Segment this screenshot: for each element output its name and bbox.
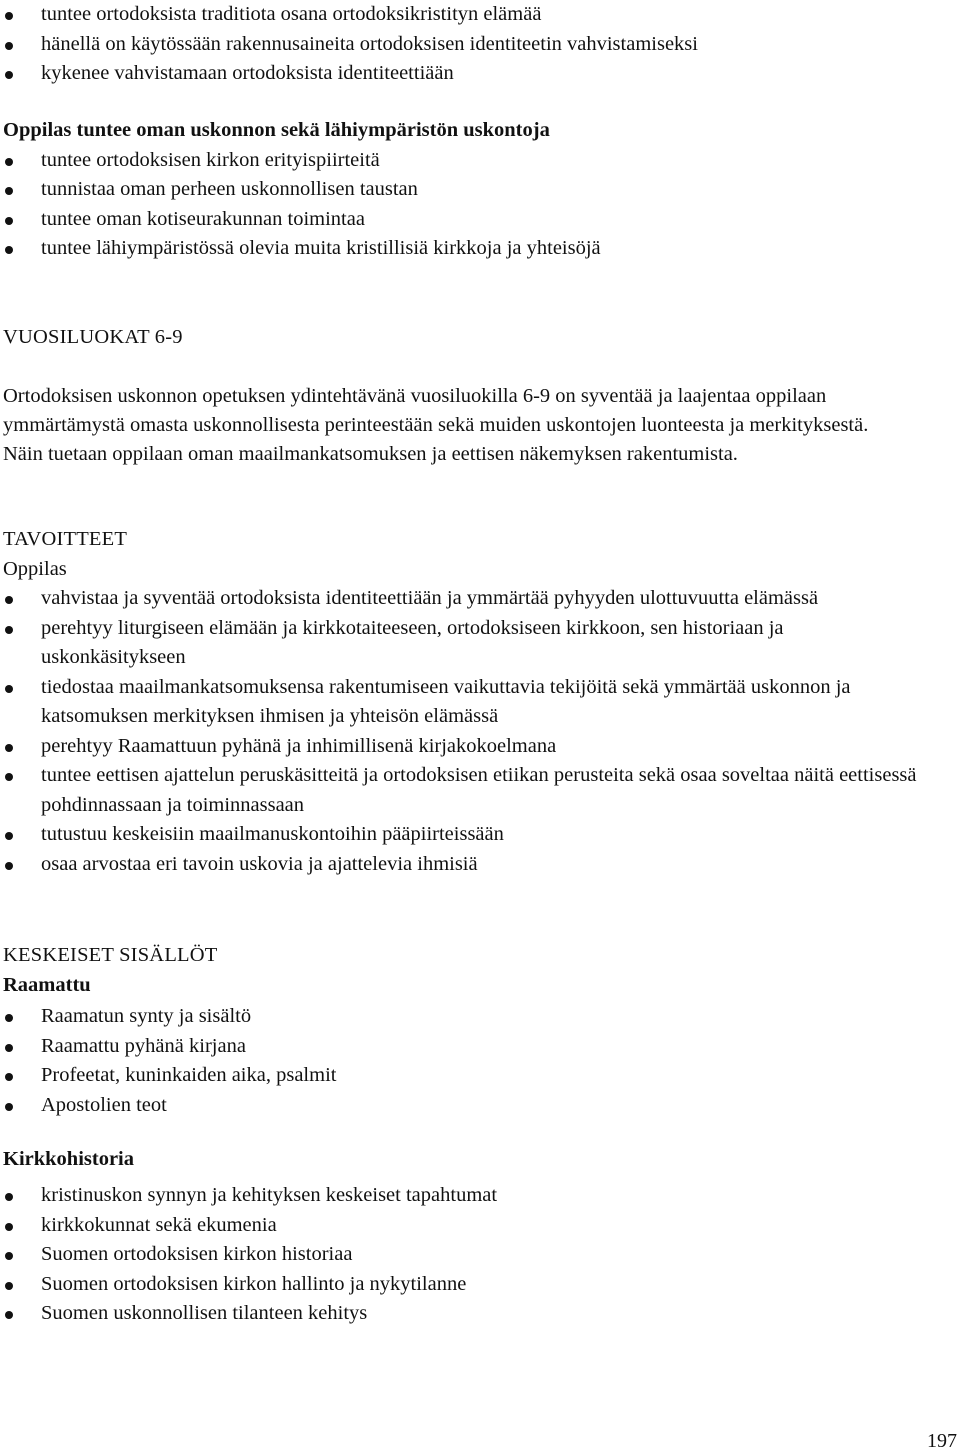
bullet-icon <box>5 187 13 195</box>
keskeiset-heading: KESKEISET SISÄLLÖT <box>3 944 218 966</box>
list-item: Suomen ortodoksisen kirkon historiaa <box>3 1240 948 1270</box>
bullet-icon <box>5 685 13 693</box>
oppilas-section <box>3 116 948 264</box>
bullet-icon <box>5 744 13 752</box>
list-item: perehtyy Raamattuun pyhänä ja inhimillisenä kirjakokoelmana <box>3 732 928 762</box>
bullet-icon <box>5 1193 13 1201</box>
oppilas-bullet-list <box>3 146 948 264</box>
kirkkohistoria-heading: Kirkkohistoria <box>3 1148 134 1170</box>
bullet-icon <box>5 1103 13 1111</box>
list-item: tuntee lähiympäristössä olevia muita kristillisiä kirkkoja ja yhteisöjä <box>3 234 948 264</box>
bullet-icon <box>5 246 13 254</box>
tavoitteet-section <box>3 525 948 879</box>
list-item: hänellä on käytössään rakennusaineita ortodoksisen identiteetin vahvistamiseksi <box>3 30 948 60</box>
list-item: tuntee eettisen ajattelun peruskäsitteitä ja ortodoksisen etiikan perusteita sekä osaa soveltaa näitä eettisessä pohdinnassaan ja toiminnassaan <box>3 761 928 820</box>
list-item: Suomen ortodoksisen kirkon hallinto ja nykytilanne <box>3 1270 948 1300</box>
list-item: tunnistaa oman perheen uskonnollisen taustan <box>3 175 948 205</box>
bullet-icon <box>5 626 13 634</box>
list-item: perehtyy liturgiseen elämään ja kirkkotaiteeseen, ortodoksiseen kirkkoon, sen historiaan ja uskonkäsitykseen <box>3 614 928 673</box>
list-item: tiedostaa maailmankatsomuksensa rakentumiseen vaikuttavia tekijöitä sekä ymmärtää uskonnon ja katsomuksen merkityksen ihmisen ja yhteisön elämässä <box>3 673 928 732</box>
bullet-icon <box>5 1252 13 1260</box>
bullet-icon <box>5 71 13 79</box>
list-item: tutustuu keskeisiin maailmanuskontoihin pääpiirteissään <box>3 820 928 850</box>
tavoitteet-subheading: Oppilas <box>3 557 67 580</box>
raamattu-block <box>3 1002 948 1120</box>
bullet-icon <box>5 1223 13 1231</box>
list-item: Raamattu pyhänä kirjana <box>3 1032 948 1062</box>
bullet-icon <box>5 773 13 781</box>
list-item: kykenee vahvistamaan ortodoksista identiteettiään <box>3 59 948 89</box>
raamattu-bullet-list <box>3 1002 948 1120</box>
vuosiluokat-paragraph-block <box>3 382 913 469</box>
bullet-icon <box>5 1014 13 1022</box>
tavoitteet-heading: TAVOITTEET <box>3 528 128 550</box>
oppilas-heading: Oppilas tuntee oman uskonnon sekä lähiympäristön uskontoja <box>3 119 550 141</box>
bullet-icon <box>5 1044 13 1052</box>
vuosiluokat-paragraph: Ortodoksisen uskonnon opetuksen ydintehtävänä vuosiluokilla 6-9 on syventää ja laajentaa oppilaan ymmärtämystä omasta uskonnollisesta perinteestään sekä muiden uskontojen luonteesta ja merkityksestä. Näin tuetaan oppilaan oman maailmankatsomuksen ja eettisen näkemyksen rakentumista. <box>3 385 869 465</box>
intro-bullet-block <box>3 0 948 89</box>
bullet-icon <box>5 1073 13 1081</box>
bullet-icon <box>5 217 13 225</box>
intro-bullet-list <box>3 0 948 89</box>
list-item: tuntee ortodoksisen kirkon erityispiirteitä <box>3 146 948 176</box>
bullet-icon <box>5 42 13 50</box>
list-item: vahvistaa ja syventää ortodoksista identiteettiään ja ymmärtää pyhyyden ulottuvuutta elämässä <box>3 584 928 614</box>
tavoitteet-bullet-list <box>3 584 928 879</box>
bullet-icon <box>5 158 13 166</box>
list-item: kirkkokunnat sekä ekumenia <box>3 1211 948 1241</box>
list-item: Profeetat, kuninkaiden aika, psalmit <box>3 1061 948 1091</box>
bullet-icon <box>5 1282 13 1290</box>
list-item: osaa arvostaa eri tavoin uskovia ja ajattelevia ihmisiä <box>3 850 928 880</box>
bullet-icon <box>5 12 13 20</box>
list-item: Apostolien teot <box>3 1091 948 1121</box>
list-item: kristinuskon synnyn ja kehityksen keskeiset tapahtumat <box>3 1181 948 1211</box>
page-number: 197 <box>927 1430 957 1452</box>
vuosiluokat-heading: VUOSILUOKAT 6-9 <box>3 326 183 348</box>
vuosiluokat-section <box>3 323 948 353</box>
raamattu-heading: Raamattu <box>3 973 91 996</box>
list-item: tuntee ortodoksista traditiota osana ortodoksikristityn elämää <box>3 0 948 30</box>
bullet-icon <box>5 832 13 840</box>
kirkkohistoria-bullet-list <box>3 1181 948 1329</box>
list-item: Suomen uskonnollisen tilanteen kehitys <box>3 1299 948 1329</box>
list-item: Raamatun synty ja sisältö <box>3 1002 948 1032</box>
kirkkohistoria-section <box>3 1145 948 1175</box>
list-item: tuntee oman kotiseurakunnan toimintaa <box>3 205 948 235</box>
bullet-icon <box>5 1311 13 1319</box>
bullet-icon <box>5 596 13 604</box>
keskeiset-section <box>3 941 948 1000</box>
kirkkohistoria-block <box>3 1181 948 1329</box>
bullet-icon <box>5 862 13 870</box>
